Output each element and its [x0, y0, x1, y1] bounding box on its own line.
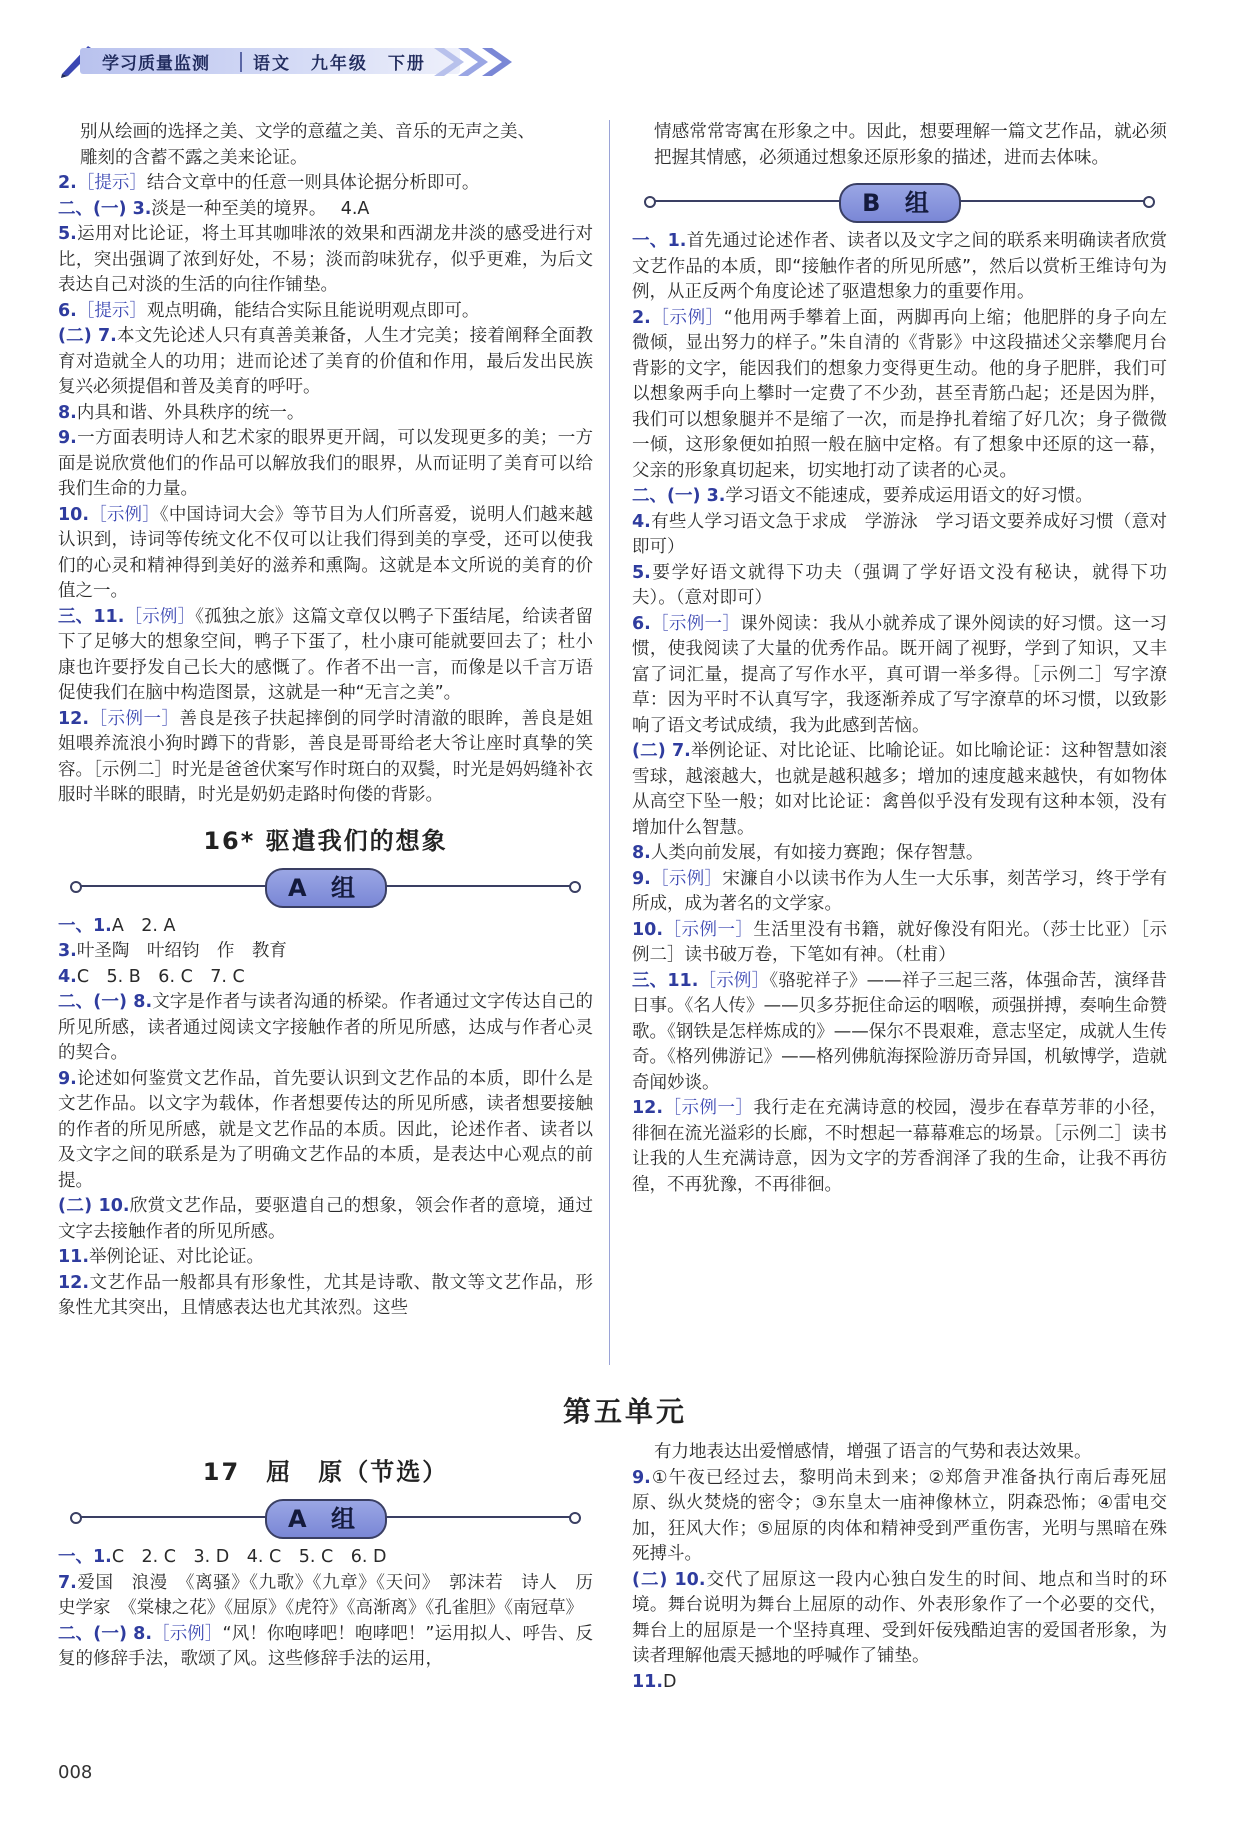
item-text: 本文先论述人只有真善美兼备，人生才完美；接着阐释全面教育对造就全人的功用；进而论述了美育的价值和作用，最后发出民族复兴必须提倡和普及美育的呼吁。: [58, 326, 593, 397]
answer-item: [632, 561, 1167, 612]
item-number: 3.: [58, 941, 77, 961]
answer-item: [58, 1271, 593, 1322]
column-divider: [609, 120, 610, 1365]
item-number: 10.: [632, 919, 664, 940]
answer-item: [632, 1466, 1167, 1568]
item-text: 《孤独之旅》这篇文章仅以鸭子下蛋结尾，给读者留下了足够大的想象空间，鸭子下蛋了，杜小康可能就要回去了；杜小康也许要抒发自己长大的感慨了。作者不出一言，而像是以千言万语促使我们在脑中构造图景，这就是一种“无言之美”。: [58, 606, 594, 703]
answer-item: [58, 1194, 593, 1245]
answer-item: [632, 1096, 1167, 1198]
item-number: 8.: [632, 843, 651, 863]
item-number: 二、(一) 8.: [58, 1623, 152, 1644]
group-a-banner: [58, 862, 593, 910]
answer-item: [58, 1622, 593, 1673]
item-text: 有些人学习语文急于求成 学游泳 学习语文要养成好习惯（意对即可）: [632, 511, 1167, 557]
item-number: 二、(一) 3.: [632, 486, 726, 506]
item-text: 文字是作者与读者沟通的桥梁。作者通过文字传达自己的所见所感，读者通过阅读文字接触作者的所见所感，达成与作者心灵的契合。: [58, 992, 593, 1063]
item-hint: ［示例一］: [89, 708, 180, 729]
answer-item: [58, 324, 593, 401]
item-text: 论述如何鉴赏文艺作品，首先要认识到文艺作品的本质，即什么是文艺作品。以文字为载体，作者想要传达的所见所感，读者想要接触的作者的所见所感，就是文艺作品的本质。因此，论述作者、读者以及文字之间的联系是为了明确文艺作品的本质，是表达中心观点的前提。: [58, 1068, 593, 1191]
item-number: 11.: [58, 1247, 90, 1267]
item-text: 内具和谐、外具秩序的统一。: [76, 402, 305, 423]
item-number: 5.: [632, 562, 651, 583]
answer-item: [58, 605, 593, 707]
item-number: 12.: [58, 1272, 90, 1293]
item-number: 5.: [58, 224, 77, 244]
item-hint: ［示例］: [698, 970, 770, 991]
answer-item: [58, 1545, 593, 1571]
answer-item: [58, 299, 593, 325]
item-text: 淡是一种至美的境界。 4.A: [151, 198, 370, 219]
item-text: ①午夜已经过去，黎明尚未到来；②郑詹尹准备执行南后毒死屈原、纵火焚烧的密令；③东皇太一庙神像林立，阴森恐怖；④雷电交加，狂风大作；⑤屈原的肉体和精神受到严重伤害，光明与黑暗在殊死搏斗。: [632, 1467, 1167, 1564]
item-text: 宋濂自小以读书作为人生一大乐事，刻苦学习，终于学有所成，成为著名的文学家。: [632, 868, 1168, 914]
header-subject: 语文 九年级 下册: [253, 54, 426, 74]
group-label: B 组: [839, 183, 961, 223]
item-text: C 2. C 3. D 4. C 5. C 6. D: [111, 1547, 387, 1567]
item-hint: ［示例］: [124, 606, 196, 627]
item-text: “他用两手攀着上面，两脚再向上缩；他肥胖的身子向左微倾，显出努力的样子。”朱自清的《背影》中这段描述父亲攀爬月台背影的文字，能因我们的想象力变得更生动。他的身子肥胖，我们可以想象两手向上攀时一定费了不少劲，甚至青筋凸起；还是因为胖，我们可以想象腿并不是缩了一次，而是挣扎着缩了好几次；身子微微一倾，这形象便如拍照一般在脑中定格。有了想象中还原的这一幕，父亲的形象真切起来，切实地打动了读者的心灵。: [632, 307, 1167, 481]
banner-dot: [644, 196, 656, 208]
item-hint: ［示例一］: [663, 1098, 754, 1118]
answer-item: [632, 867, 1167, 918]
answer-item: [632, 484, 1167, 510]
item-text: 交代了屈原这一段内心独白发生的时间、地点和当时的环境。舞台说明为舞台上屈原的动作、外表形象作了一个必要的交代，舞台上的屈原是一个坚持真理、受到奸佞残酷迫害的爱国者形象，为读者理解他震天撼地的呼喊作了铺垫。: [632, 1569, 1168, 1666]
answer-item: [632, 510, 1167, 561]
item-number: 4.: [632, 511, 651, 532]
item-hint: ［提示］: [76, 300, 147, 321]
lesson-17-title: 17 屈 原（节选）: [202, 1458, 449, 1486]
item-text: 叶圣陶 叶绍钧 作 教育: [76, 941, 287, 961]
item-number: 7.: [58, 1572, 77, 1593]
item-text: C 5. B 6. C 7. C: [76, 966, 245, 987]
item-number: 9.: [632, 1467, 651, 1488]
answer-item: [58, 503, 593, 605]
group-a-banner: [58, 1493, 593, 1541]
answer-item: [632, 841, 1167, 867]
answer-item: [58, 222, 593, 299]
page-header: [58, 40, 518, 82]
text-line: 别从绘画的选择之美、文学的意蕴之美、音乐的无声之美、: [80, 122, 535, 142]
item-number: 9.: [632, 868, 651, 889]
item-number: 11.: [632, 1671, 664, 1692]
item-hint: ［示例］: [151, 1623, 223, 1644]
text-line: 情感常常寄寓在形象之中。因此，想要理解一篇文艺作品，就必须把握其情感，必须通过想象还原形象的描述，进而去体味。: [654, 122, 1167, 168]
item-text: 我行走在充满诗意的校园，漫步在春草芳菲的小径，徘徊在流光溢彩的长廊，不时想起一幕幕难忘的场景。［示例二］读书让我的人生充满诗意，因为文字的芳香润泽了我的生命，让我不再彷徨，不再犹豫，不再徘徊。: [632, 1098, 1168, 1195]
item-hint: ［示例一］: [663, 919, 754, 940]
unit-title: 第五单元: [562, 1395, 687, 1428]
group-label: A 组: [265, 868, 387, 908]
answer-item: [632, 1568, 1167, 1670]
item-number: 三、11.: [58, 606, 125, 627]
item-text: A 2. A: [111, 915, 176, 936]
item-number: 4.: [58, 966, 77, 987]
text-line: 雕刻的含蓄不露之美来论证。: [80, 147, 308, 168]
item-text: 《骆驼祥子》——祥子三起三落，体强命苦，演绎昔日事。《名人传》——贝多芬扼住命运的咽喉，顽强拼搏，奏响生命赞歌。《钢铁是怎样炼成的》——保尔不畏艰难，意志坚定，成就人生传奇。《格列佛游记》——格列佛航海探险游历奇异国，机敏博学，造就奇闻妙谈。: [632, 970, 1167, 1093]
answer-item: [58, 426, 593, 503]
group-label: A 组: [265, 1499, 387, 1539]
answer-item: [58, 197, 593, 223]
item-text: 《中国诗词大会》等节目为人们所喜爱，说明人们越来越认识到，诗词等传统文化不仅可以让我们得到美的享受，还可以使我们的心灵和精神得到美好的滋养和熏陶。这就是本文所说的美育的价值之一。: [58, 504, 594, 601]
item-number: (二) 10.: [58, 1196, 130, 1216]
item-text: 运用对比论证，将土耳其咖啡浓的效果和西湖龙井淡的感受进行对比，突出强调了浓到好处，不易；淡而韵味犹存，似乎更难，为后文表达自己对淡的生活的向往作铺垫。: [58, 224, 593, 295]
answer-item: [58, 990, 593, 1067]
group-b-banner: [632, 177, 1167, 225]
answer-item: [58, 171, 593, 197]
item-number: 一、1.: [58, 1547, 112, 1567]
item-number: (二) 7.: [58, 326, 117, 346]
item-text: “风！你咆哮吧！咆哮吧！”运用拟人、呼告、反复的修辞手法，歌颂了风。这些修辞手法的运用，: [58, 1623, 593, 1669]
item-hint: ［示例一］: [650, 613, 741, 634]
item-text: 善良是孩子扶起摔倒的同学时清澈的眼眸，善良是姐姐喂养流浪小狗时蹲下的背影，善良是哥哥给老大爷让座时真挚的笑容。［示例二］时光是爸爸伏案写作时斑白的双鬓，时光是妈妈缝补衣服时半眯的眼睛，时光是奶奶走路时佝偻的背影。: [58, 708, 594, 805]
answer-item: [58, 939, 593, 965]
item-number: 8.: [58, 402, 77, 423]
item-number: 2.: [632, 307, 651, 328]
answer-item: [58, 1571, 593, 1622]
item-text: 爱国 浪漫 《离骚》《九歌》《九章》《天问》 郭沫若 诗人 历史学家 《棠棣之花》《屈原》《虎符》《高渐离》《孔雀胆》《南冠草》: [58, 1572, 593, 1618]
banner-dot: [70, 1512, 82, 1524]
answer-item: [58, 914, 593, 940]
item-number: (二) 10.: [632, 1569, 706, 1590]
answer-item: [58, 1245, 593, 1271]
lesson-16-title: 16* 驱遣我们的想象: [203, 826, 448, 855]
answer-item: [632, 739, 1167, 841]
item-text: 生活里没有书籍，就好像没有阳光。（莎士比亚）［示例二］读书破万卷，下笔如有神。（杜甫）: [632, 919, 1168, 965]
item-text: 人类向前发展，有如接力赛跑；保存智慧。: [650, 843, 984, 863]
item-text: 文艺作品一般都具有形象性，尤其是诗歌、散文等文艺作品，形象性尤其突出，且情感表达也尤其浓烈。这些: [58, 1272, 593, 1318]
item-number: 一、1.: [58, 915, 112, 936]
item-number: 二、(一) 8.: [58, 992, 153, 1012]
item-text: 课外阅读：我从小就养成了课外阅读的好习惯。这一习惯，使我阅读了大量的优秀作品。既开阔了视野，学到了知识，又丰富了词汇量，提高了写作水平，真可谓一举多得。［示例二］写字潦草：因为平时不认真写字，我逐渐养成了写字潦草的坏习惯，以致影响了语文考试成绩，我为此感到苦恼。: [632, 613, 1168, 736]
unit5-left: [58, 1440, 593, 1673]
item-number: 12.: [632, 1098, 664, 1118]
item-number: 9.: [58, 1068, 77, 1089]
answer-item: [632, 969, 1167, 1097]
item-number: 10.: [58, 504, 90, 525]
item-text: 观点明确，能结合实际且能说明观点即可。: [146, 300, 480, 321]
answer-item: [632, 1670, 1167, 1696]
item-text: 首先通过论述作者、读者以及文字之间的联系来明确读者欣赏文艺作品的本质，即“接触作者的所见所感”，然后以赏析王维诗句为例，从正反两个角度论述了驱遣想象力的重要作用。: [632, 231, 1168, 302]
item-text: 举例论证、对比论证、比喻论证。如比喻论证：这种智慧如滚雪球，越滚越大，也就是越积越多；增加的速度越来越快，有如物体从高空下坠一般；如对比论证：禽兽似乎没有发现有这种本领，没有增加什么智慧。: [632, 741, 1167, 838]
item-text: 要学好语文就得下功夫（强调了学好语文没有秘诀，就得下功夫）。（意对即可）: [632, 562, 1167, 608]
answer-item: [58, 401, 593, 427]
left-column: [58, 120, 593, 1322]
item-hint: ［示例］: [650, 868, 723, 889]
chevrons-icon: [428, 44, 524, 80]
answer-item: [58, 707, 593, 809]
header-title: 学习质量监测: [102, 54, 210, 74]
item-number: 2.: [58, 173, 77, 193]
banner-dot: [569, 881, 581, 893]
item-hint: ［示例］: [650, 307, 724, 328]
item-number: 6.: [632, 613, 651, 634]
item-number: 12.: [58, 708, 90, 729]
banner-dot: [1143, 196, 1155, 208]
item-text: 举例论证、对比论证。: [89, 1247, 265, 1267]
item-number: 一、1.: [632, 231, 687, 251]
right-column: [632, 120, 1167, 1198]
unit5-right: [632, 1440, 1167, 1695]
answer-item: [632, 229, 1167, 306]
item-text: 一方面表明诗人和艺术家的眼界更开阔，可以发现更多的美；一方面是说欣赏他们的作品可以解放我们的眼界，从而证明了美育可以给我们生命的力量。: [58, 428, 593, 499]
item-number: 9.: [58, 428, 77, 448]
answer-item: [632, 612, 1167, 740]
item-hint: ［示例］: [89, 504, 160, 525]
answer-item: [58, 1067, 593, 1195]
item-text: 学习语文不能速成，要养成运用语文的好习惯。: [725, 486, 1093, 506]
item-number: (二) 7.: [632, 741, 691, 761]
answer-item: [632, 306, 1167, 485]
header-separator: [240, 52, 242, 72]
item-number: 二、(一) 3.: [58, 198, 152, 219]
answer-item: [632, 918, 1167, 969]
page-number: 008: [58, 1762, 93, 1783]
item-text: 结合文章中的任意一则具体论据分析即可。: [146, 173, 480, 193]
answer-item: [58, 965, 593, 991]
text-line: 有力地表达出爱憎感情，增强了语言的气势和表达效果。: [654, 1442, 1092, 1462]
item-text: D: [663, 1671, 677, 1692]
item-number: 三、11.: [632, 970, 699, 991]
banner-dot: [569, 1512, 581, 1524]
item-number: 6.: [58, 300, 77, 321]
banner-dot: [70, 881, 82, 893]
item-text: 欣赏文艺作品，要驱遣自己的想象，领会作者的意境，通过文字去接触作者的所见所感。: [58, 1196, 594, 1242]
item-hint: ［提示］: [76, 173, 147, 193]
